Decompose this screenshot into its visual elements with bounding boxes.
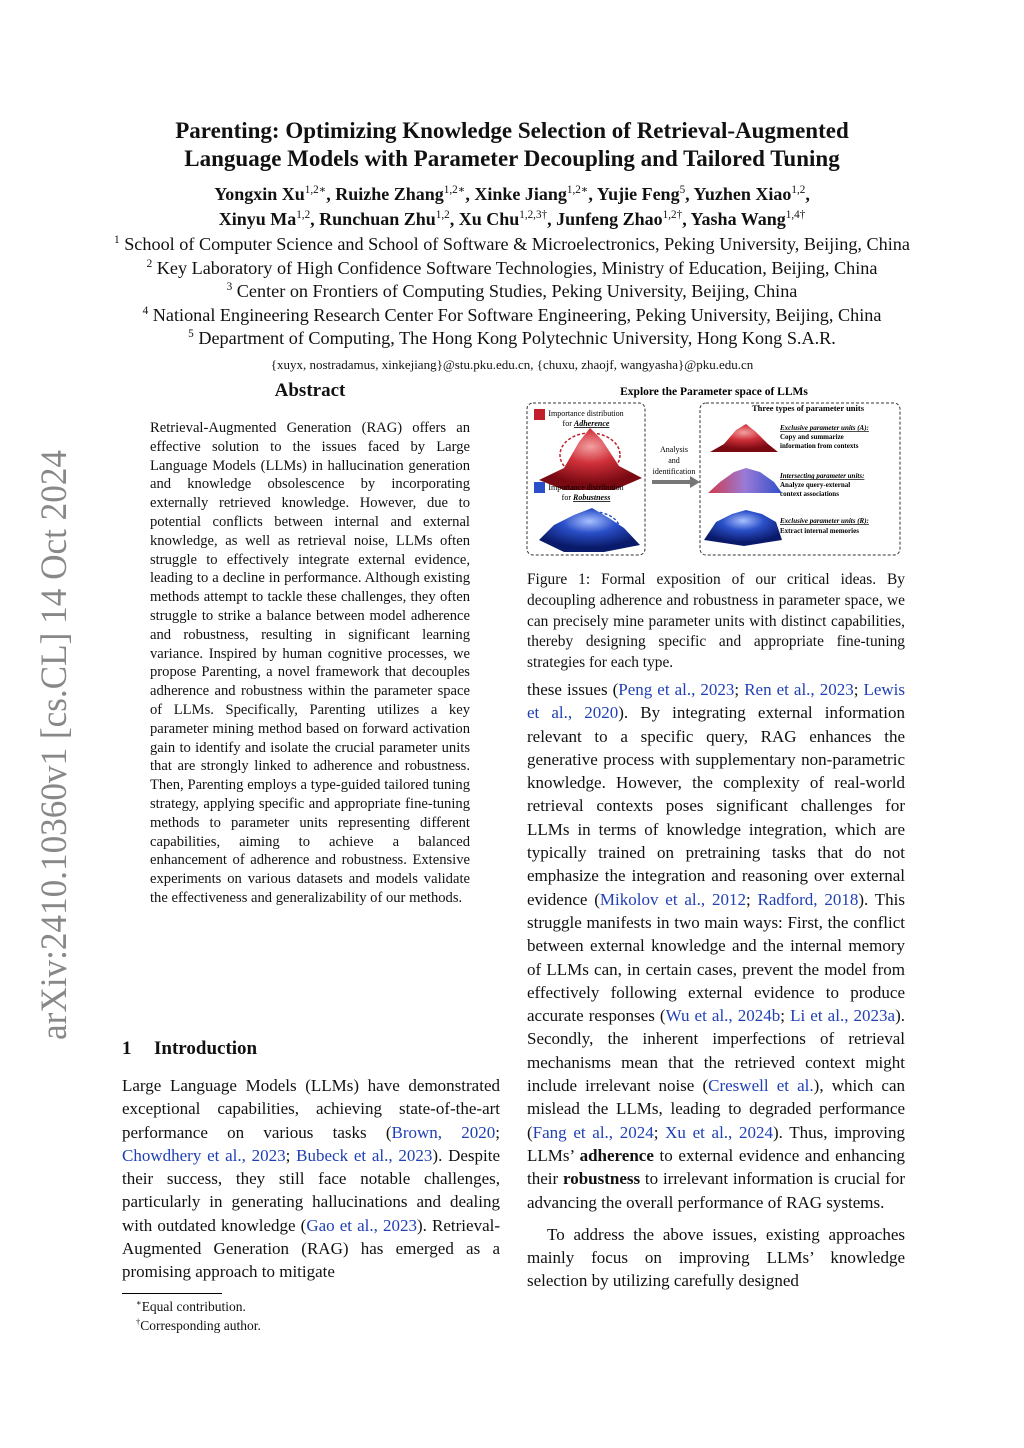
svg-text:identification: identification [652, 467, 696, 476]
unit-r-surface [704, 510, 782, 546]
arxiv-identifier: arXiv:2410.10360v1 [cs.CL] 14 Oct 2024 [34, 440, 75, 1040]
title-line-2: Language Models with Parameter Decoupling and Tailored Tuning [184, 146, 840, 171]
citation-link[interactable]: Peng et al., 2023 [618, 680, 735, 699]
arrow-right-icon [652, 476, 700, 488]
figure-title: Explore the Parameter space of LLMs [620, 386, 808, 398]
author: Runchuan Zhu [319, 209, 436, 229]
intro-paragraph-2: To address the above issues, existing approaches mainly focus on improving LLMs’ knowledge selection by utilizing carefully designed [527, 1224, 905, 1291]
affiliation: $^1$ School of Computer Science and School of Software & Microelectronics, Peking University, Beijing, China [114, 233, 910, 254]
affiliation-list [40, 233, 984, 351]
svg-text:Analysis: Analysis [660, 445, 688, 454]
unit-intersecting-surface [708, 468, 782, 493]
author-emails: {xuyx, nostradamus, xinkejiang}@stu.pku.edu.cn, {chuxu, zhaojf, wangyasha}@pku.edu.cn [270, 357, 754, 372]
svg-text:Exclusive parameter units (A):: Exclusive parameter units (A): [780, 424, 869, 432]
svg-text:information from contexts: information from contexts [780, 442, 859, 450]
author: Yujie Feng [596, 184, 680, 204]
right-column [527, 678, 905, 1293]
figure-1-caption: Figure 1: Formal exposition of our critical ideas. By decoupling adherence and robustness in parameter space, we can precisely mine parameter units with distinct capabilities, thereby designing specific and appropriate fine-tuning strategies for each type. [527, 571, 905, 672]
author: Xinke Jiang [474, 184, 567, 204]
author-list: Yongxin $Xu^{1,2∗}$, Ruizhe Zhang$^{1,2∗}$, Xinke Jiang$^{1,2∗}$, Yujie Feng$^5$, Yuzhen Xiao$^{1,2}$, Xinyu Ma$^{1,2}$, Runchuan Zhu$^{1,2}$, Xu Chu$^{1,2,3\dagger}$, Junfeng Zhao$^{1,2\dagger}$, Yasha Wang$^{1,4\dagger}$ [214, 184, 810, 229]
svg-text:and: and [668, 456, 680, 465]
svg-text:Copy and summarize: Copy and summarize [780, 433, 844, 441]
arxiv-side-stamp [10, 440, 80, 1060]
footnote-corresponding: †Corresponding author. [136, 1317, 261, 1333]
adherence-legend-swatch [534, 409, 545, 420]
author: Ruizhe Zhang [335, 184, 444, 204]
section-heading-introduction: 1 Introduction [122, 1038, 258, 1059]
adherence-surface [539, 428, 642, 490]
robustness-legend-swatch [534, 482, 545, 493]
citation-link[interactable]: Chowdhery et al., 2023 [122, 1145, 286, 1165]
svg-text:context associations: context associations [780, 490, 839, 498]
svg-text:for Adherence: for Adherence [562, 419, 610, 428]
affiliation: $^4$ National Engineering Research Center For Software Engineering, Peking University, Beijing, China [142, 304, 882, 325]
intro-paragraph: Large Language Models (LLMs) have demonstrated exceptional capabilities, achieving state-of-the-art performance on various tasks (Brown, 2020; Chowdhery et al., 2023; Bubeck et al., 2023). Despite their success, they still face notable challenges, particularly in generating hallucinations and dealing with outdated knowledge (Gao et al., 2023). Retrieval-Augmented Generation (RAG) has emerged as a promising approach to mitigate [122, 1076, 501, 1282]
author: Yuzhen Xiao [693, 184, 792, 204]
svg-text:Intersecting parameter units:: Intersecting parameter units: [780, 472, 865, 480]
affiliation: $^5$ Department of Computing, The Hong Kong Polytechnic University, Hong Kong S.A.R. [188, 327, 836, 348]
footnote-equal: ∗Equal contribution. [136, 1298, 246, 1314]
svg-text:Extract internal memories: Extract internal memories [780, 527, 859, 535]
author: Yasha Wang [690, 209, 786, 229]
robustness-surface [539, 508, 640, 552]
citation-link[interactable]: Lewis et al., 2020 [527, 680, 906, 723]
citation-link[interactable]: Ren et al., 2023 [744, 680, 854, 699]
citation-link[interactable]: Radford, 2018 [757, 889, 859, 909]
affiliation: $^2$ Key Laboratory of High Confidence Software Technologies, Ministry of Education, Beijing, China [146, 257, 878, 278]
svg-text:Exclusive parameter units (R):: Exclusive parameter units (R): [780, 517, 869, 525]
unit-a-surface [710, 424, 778, 452]
abstract-heading: Abstract [274, 380, 346, 401]
footnotes [136, 1297, 261, 1335]
affiliation: $^3$ Center on Frontiers of Computing Studies, Peking University, Beijing, China [226, 280, 798, 301]
author: Yongxin Xu [214, 184, 305, 204]
svg-text:Importance distribution: Importance distribution [548, 483, 624, 492]
author: Junfeng Zhao [556, 209, 663, 229]
citation-link[interactable]: Mikolov et al., 2012 [599, 889, 746, 909]
citation-link[interactable]: Wu et al., 2024b [665, 1006, 781, 1026]
footnote-rule [122, 1293, 222, 1294]
paper-title [100, 117, 924, 173]
citation-link[interactable]: Creswell et al. [708, 1076, 814, 1096]
svg-text:for Robustness: for Robustness [561, 493, 611, 502]
citation-link[interactable]: Xu et al., 2024 [665, 1122, 773, 1142]
citation-link[interactable]: Bubeck et al., 2023 [296, 1145, 433, 1165]
citation-link[interactable]: Gao et al., 2023 [306, 1215, 418, 1235]
title-line-1: Parenting: Optimizing Knowledge Selection of Retrieval-Augmented [175, 118, 849, 143]
figure-1 [524, 380, 904, 562]
svg-text:Importance distribution: Importance distribution [548, 409, 624, 418]
author: Xinyu Ma [218, 209, 297, 229]
svg-text:Three types of parameter units: Three types of parameter units [751, 403, 865, 413]
svg-text:Analyze query-external: Analyze query-external [780, 481, 851, 489]
citation-link[interactable]: Brown, 2020 [391, 1122, 496, 1142]
author: Xu Chu [458, 209, 520, 229]
citation-link[interactable]: Li et al., 2023a [790, 1006, 896, 1026]
intro-paragraph-continued: these issues (Peng et al., 2023; Ren et al., 2023; Lewis et al., 2020). By integrating external information relevant to a specific query, RAG enhances the generative process with supplementary non-parametric knowledge. However, the complexity of real-world retrieval contexts poses significant challenges for LLMs in terms of knowledge integration, which are typically trained on pretraining tasks that do not emphasize the integration and reasoning over external evidence (Mikolov et al., 2012; Radford, 2018). This struggle manifests in two main ways: First, the conflict between external knowledge and the internal memory of LLMs can, in certain cases, prevent the model from effectively following external evidence to produce accurate responses (Wu et al., 2024b; Li et al., 2023a). Secondly, the inherent imperfections of retrieval mechanisms mean that the retrieved context might include irrelevant noise (Creswell et al.), which can mislead the LLMs, leading to degraded performance (Fang et al., 2024; Xu et al., 2024). Thus, improving LLMs’ adherence to external evidence and enhancing their robustness to irrelevant information is crucial for advancing the overall performance of RAG systems. [527, 680, 906, 1212]
abstract-text: Retrieval-Augmented Generation (RAG) offers an effective solution to the issues faced by Large Language Models (LLMs) in hallucination generation and knowledge obsolescence by incorporating externally retrieved knowledge. However, due to potential conflicts between internal and external knowledge, as well as retrieval noise, LLMs often struggle to effectively integrate external evidence, leading to a decline in performance. Although existing methods attempt to tackle these challenges, they often struggle to strike a balance between model adherence and robustness, resulting in significant learning variance. Inspired by human cognitive processes, we propose Parenting, a novel framework that decouples adherence and robustness within the parameter space of LLMs. Specifically, Parenting utilizes a key parameter mining method based on forward activation gain to identify and isolate the crucial parameter units that are strongly linked to adherence and robustness. Then, Parenting employs a type-guided tailored tuning strategy, applying specific and appropriate fine-tuning methods to parameter units representing different capabilities, aiming to achieve a balanced enhancement of adherence and robustness. Extensive experiments on various datasets and models validate the effectiveness and generalizability of our methods. [150, 420, 470, 906]
citation-link[interactable]: Fang et al., 2024 [532, 1122, 654, 1142]
